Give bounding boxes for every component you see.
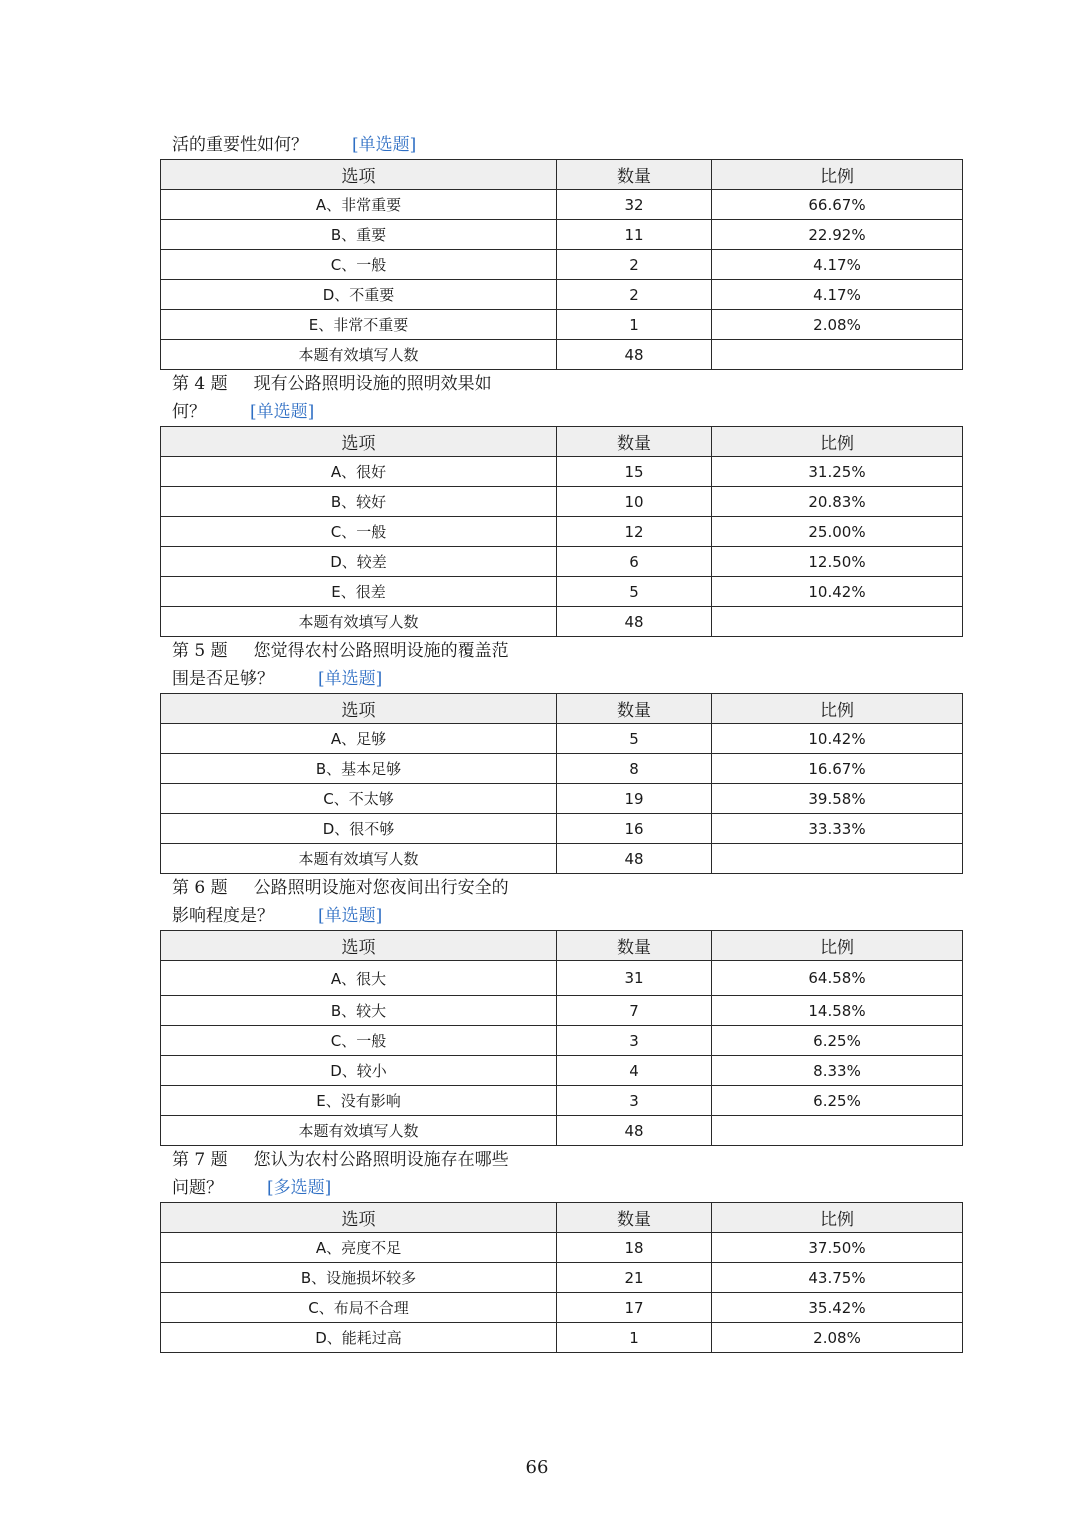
ratio-cell: 16.67%: [712, 754, 963, 784]
page-number: 66: [525, 1457, 549, 1478]
ratio-cell: 22.92%: [712, 220, 963, 250]
count-cell: 8: [557, 754, 712, 784]
table-row: [161, 724, 963, 754]
header-ratio: 比例: [712, 931, 963, 961]
count-cell: 18: [557, 1233, 712, 1263]
count-cell: 5: [557, 724, 712, 754]
header-option: 选项: [161, 694, 557, 724]
question-4-table: [160, 426, 963, 637]
total-count-cell: 48: [557, 340, 712, 370]
question-7-text-1: 您认为农村公路照明设施存在哪些: [253, 1150, 509, 1170]
option-cell: C、布局不合理: [161, 1293, 557, 1323]
question-4-line-1: [172, 370, 962, 398]
table-row: [161, 310, 963, 340]
count-cell: 4: [557, 1056, 712, 1086]
empty-cell: [712, 607, 963, 637]
total-row: [161, 607, 963, 637]
ratio-cell: 12.50%: [712, 547, 963, 577]
total-label-cell: 本题有效填写人数: [161, 1116, 557, 1146]
header-count: 数量: [557, 694, 712, 724]
ratio-cell: 2.08%: [712, 1323, 963, 1353]
option-cell: C、不太够: [161, 784, 557, 814]
option-cell: B、较好: [161, 487, 557, 517]
header-ratio: 比例: [712, 427, 963, 457]
page-content: [160, 131, 962, 1353]
table-row: [161, 577, 963, 607]
option-cell: B、重要: [161, 220, 557, 250]
question-7-table: [160, 1202, 963, 1353]
header-count: 数量: [557, 160, 712, 190]
empty-cell: [712, 340, 963, 370]
question-5-text-1: 您觉得农村公路照明设施的覆盖范: [253, 641, 509, 661]
question-5-text-2: 围是否足够？: [172, 669, 274, 689]
ratio-cell: 43.75%: [712, 1263, 963, 1293]
header-count: 数量: [557, 1203, 712, 1233]
count-cell: 3: [557, 1086, 712, 1116]
question-7-text-2: 问题？: [172, 1178, 223, 1198]
empty-cell: [712, 1116, 963, 1146]
option-cell: C、一般: [161, 517, 557, 547]
table-row: [161, 1323, 963, 1353]
count-cell: 1: [557, 1323, 712, 1353]
ratio-cell: 39.58%: [712, 784, 963, 814]
count-cell: 19: [557, 784, 712, 814]
table-row: [161, 547, 963, 577]
table-row: [161, 250, 963, 280]
total-count-cell: 48: [557, 607, 712, 637]
ratio-cell: 10.42%: [712, 577, 963, 607]
table-header-row: [161, 1203, 963, 1233]
total-label-cell: 本题有效填写人数: [161, 340, 557, 370]
option-cell: A、非常重要: [161, 190, 557, 220]
count-cell: 21: [557, 1263, 712, 1293]
option-cell: E、很差: [161, 577, 557, 607]
option-cell: B、设施损坏较多: [161, 1263, 557, 1293]
question-6-text-1: 公路照明设施对您夜间出行安全的: [253, 878, 509, 898]
total-label-cell: 本题有效填写人数: [161, 607, 557, 637]
table-row: [161, 457, 963, 487]
empty-cell: [712, 844, 963, 874]
option-cell: D、很不够: [161, 814, 557, 844]
question-5-heading: [160, 637, 962, 693]
question-4-heading: [160, 370, 962, 426]
table-row: [161, 1233, 963, 1263]
table-header-row: [161, 160, 963, 190]
table-row: [161, 1293, 963, 1323]
count-cell: 5: [557, 577, 712, 607]
question-3-type: [单选题]: [352, 135, 417, 155]
table-header-row: [161, 694, 963, 724]
ratio-cell: 14.58%: [712, 996, 963, 1026]
ratio-cell: 64.58%: [712, 961, 963, 996]
question-3-text: 活的重要性如何？: [172, 135, 308, 155]
count-cell: 3: [557, 1026, 712, 1056]
ratio-cell: 35.42%: [712, 1293, 963, 1323]
option-cell: B、较大: [161, 996, 557, 1026]
table-header-row: [161, 427, 963, 457]
count-cell: 7: [557, 996, 712, 1026]
table-header-row: [161, 931, 963, 961]
table-row: [161, 1056, 963, 1086]
question-7-line-2: [172, 1174, 962, 1202]
question-7-type: [多选题]: [267, 1178, 332, 1198]
ratio-cell: 25.00%: [712, 517, 963, 547]
question-4-text-1: 现有公路照明设施的照明效果如: [253, 374, 492, 394]
option-cell: C、一般: [161, 1026, 557, 1056]
question-3-line-1: [172, 131, 962, 159]
header-count: 数量: [557, 931, 712, 961]
table-row: [161, 996, 963, 1026]
question-6-number: 第 6 题: [172, 878, 228, 898]
option-cell: A、很大: [161, 961, 557, 996]
question-6-line-1: [172, 874, 962, 902]
option-cell: A、足够: [161, 724, 557, 754]
ratio-cell: 37.50%: [712, 1233, 963, 1263]
count-cell: 6: [557, 547, 712, 577]
option-cell: D、能耗过高: [161, 1323, 557, 1353]
table-row: [161, 1026, 963, 1056]
count-cell: 2: [557, 250, 712, 280]
ratio-cell: 6.25%: [712, 1086, 963, 1116]
question-3-heading: [160, 131, 962, 159]
count-cell: 10: [557, 487, 712, 517]
question-5-type: [单选题]: [318, 669, 383, 689]
count-cell: 11: [557, 220, 712, 250]
option-cell: C、一般: [161, 250, 557, 280]
table-row: [161, 754, 963, 784]
table-row: [161, 280, 963, 310]
question-4-text-2: 何？: [172, 402, 206, 422]
count-cell: 15: [557, 457, 712, 487]
option-cell: E、没有影响: [161, 1086, 557, 1116]
count-cell: 1: [557, 310, 712, 340]
question-6-text-2: 影响程度是？: [172, 906, 274, 926]
header-ratio: 比例: [712, 694, 963, 724]
question-4-type: [单选题]: [250, 402, 315, 422]
table-row: [161, 961, 963, 996]
question-4-line-2: [172, 398, 962, 426]
header-option: 选项: [161, 931, 557, 961]
header-option: 选项: [161, 427, 557, 457]
count-cell: 17: [557, 1293, 712, 1323]
count-cell: 2: [557, 280, 712, 310]
option-cell: D、较差: [161, 547, 557, 577]
question-6-type: [单选题]: [318, 906, 383, 926]
option-cell: A、很好: [161, 457, 557, 487]
question-3-table: [160, 159, 963, 370]
question-7-line-1: [172, 1146, 962, 1174]
question-7-number: 第 7 题: [172, 1150, 228, 1170]
question-6-table: [160, 930, 963, 1146]
ratio-cell: 2.08%: [712, 310, 963, 340]
table-row: [161, 1086, 963, 1116]
ratio-cell: 4.17%: [712, 280, 963, 310]
table-row: [161, 487, 963, 517]
ratio-cell: 20.83%: [712, 487, 963, 517]
ratio-cell: 6.25%: [712, 1026, 963, 1056]
ratio-cell: 10.42%: [712, 724, 963, 754]
table-row: [161, 517, 963, 547]
question-6-heading: [160, 874, 962, 930]
table-row: [161, 190, 963, 220]
table-row: [161, 220, 963, 250]
total-row: [161, 844, 963, 874]
question-5-line-1: [172, 637, 962, 665]
total-label-cell: 本题有效填写人数: [161, 844, 557, 874]
question-5-line-2: [172, 665, 962, 693]
ratio-cell: 66.67%: [712, 190, 963, 220]
question-7-heading: [160, 1146, 962, 1202]
ratio-cell: 31.25%: [712, 457, 963, 487]
option-cell: D、不重要: [161, 280, 557, 310]
option-cell: A、亮度不足: [161, 1233, 557, 1263]
count-cell: 12: [557, 517, 712, 547]
table-row: [161, 784, 963, 814]
header-option: 选项: [161, 1203, 557, 1233]
total-row: [161, 1116, 963, 1146]
total-count-cell: 48: [557, 844, 712, 874]
header-ratio: 比例: [712, 1203, 963, 1233]
header-ratio: 比例: [712, 160, 963, 190]
total-row: [161, 340, 963, 370]
count-cell: 16: [557, 814, 712, 844]
count-cell: 32: [557, 190, 712, 220]
total-count-cell: 48: [557, 1116, 712, 1146]
question-4-number: 第 4 题: [172, 374, 228, 394]
table-row: [161, 1263, 963, 1293]
question-6-line-2: [172, 902, 962, 930]
ratio-cell: 4.17%: [712, 250, 963, 280]
question-5-table: [160, 693, 963, 874]
option-cell: D、较小: [161, 1056, 557, 1086]
ratio-cell: 33.33%: [712, 814, 963, 844]
question-5-number: 第 5 题: [172, 641, 228, 661]
table-row: [161, 814, 963, 844]
header-count: 数量: [557, 427, 712, 457]
option-cell: E、非常不重要: [161, 310, 557, 340]
option-cell: B、基本足够: [161, 754, 557, 784]
header-option: 选项: [161, 160, 557, 190]
ratio-cell: 8.33%: [712, 1056, 963, 1086]
count-cell: 31: [557, 961, 712, 996]
